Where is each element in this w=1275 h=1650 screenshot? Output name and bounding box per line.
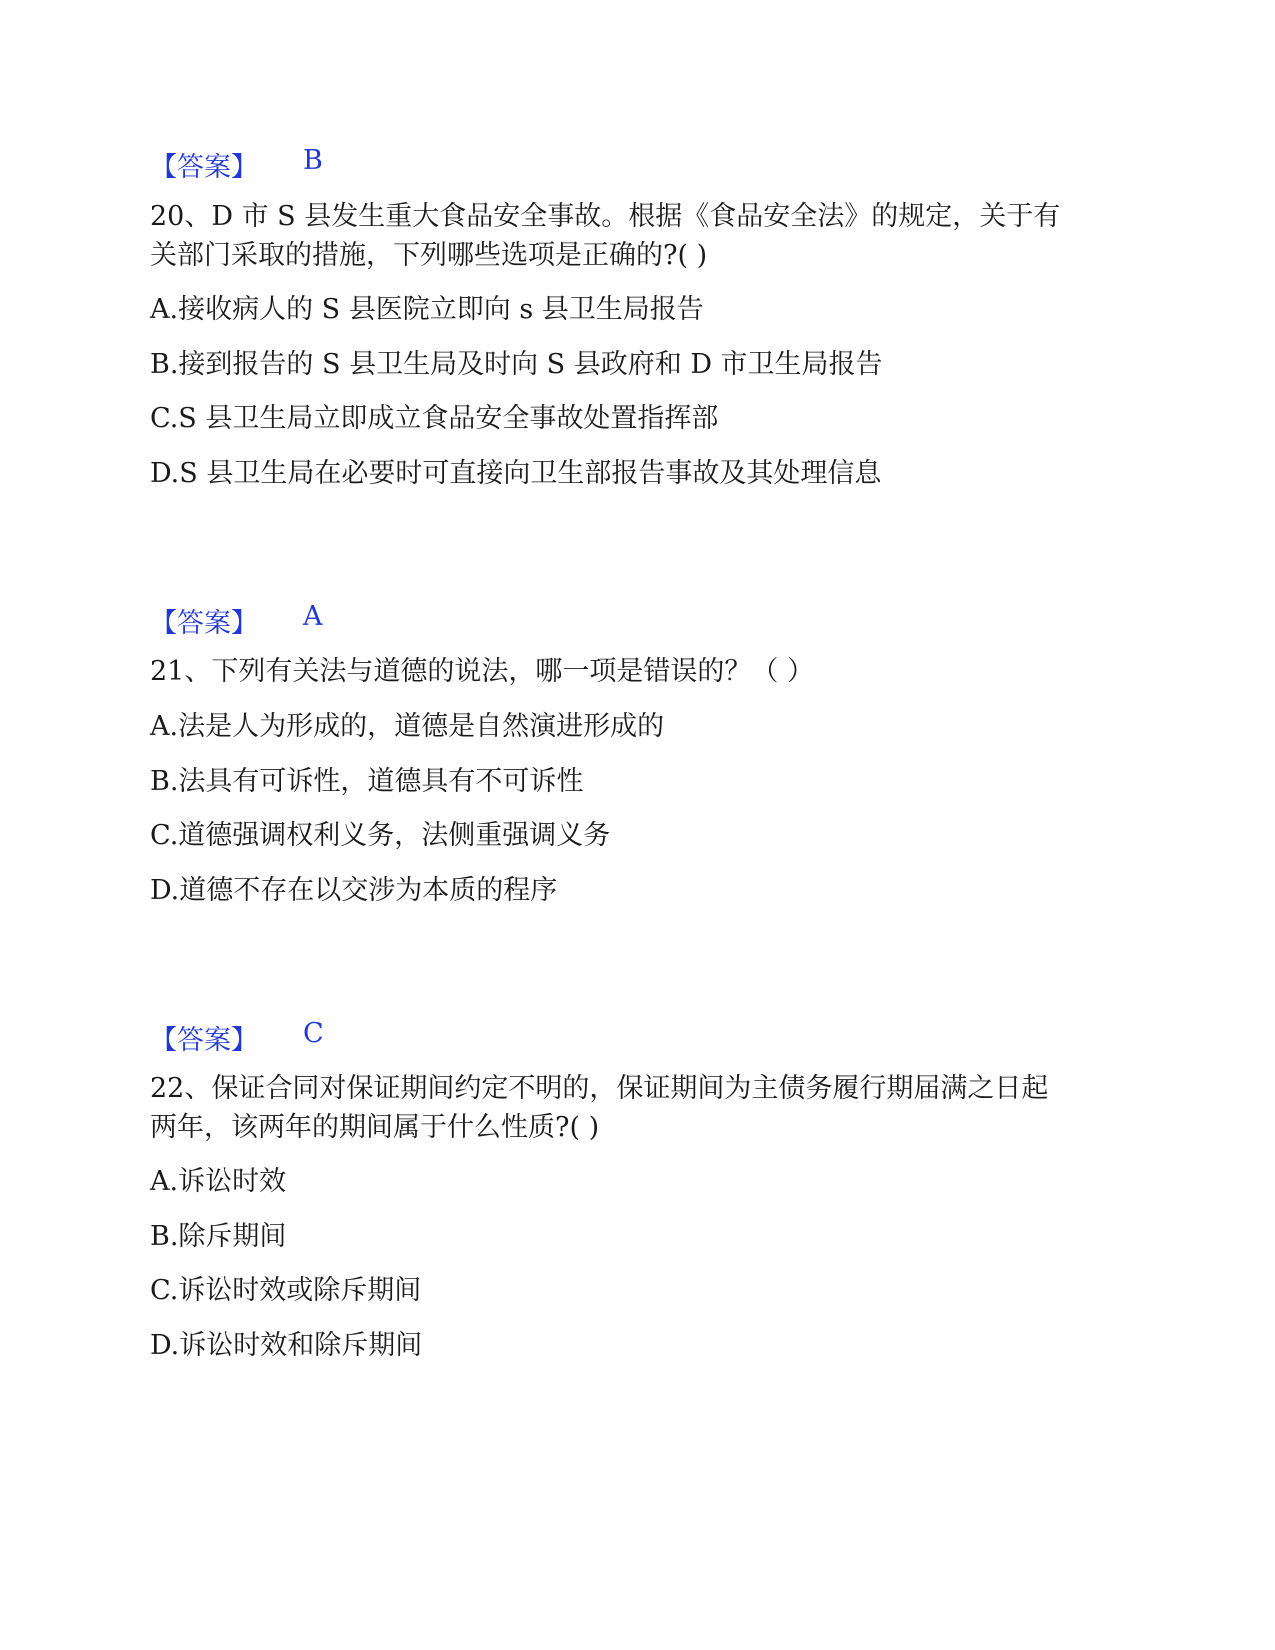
answer-label: 【答案】 xyxy=(150,608,258,639)
answer-value: C xyxy=(303,1018,324,1049)
question-20-line-1: 20、D 市 S 县发生重大食品安全事故。根据《食品安全法》的规定，关于有 xyxy=(150,201,1061,232)
question-20-option-b: B.接到报告的 S 县卫生局及时向 S 县政府和 D 市卫生局报告 xyxy=(150,349,883,380)
question-20-option-c: C.S 县卫生局立即成立食品安全事故处置指挥部 xyxy=(150,403,719,434)
answer-value: A xyxy=(303,601,323,632)
question-20-option-d: D.S 县卫生局在必要时可直接向卫生部报告事故及其处理信息 xyxy=(150,458,882,489)
question-21-option-d: D.道德不存在以交涉为本质的程序 xyxy=(150,875,558,906)
answer-block xyxy=(150,1018,324,1057)
question-22-line-2: 两年，该两年的期间属于什么性质?( ) xyxy=(150,1112,600,1143)
question-22-option-d: D.诉讼时效和除斥期间 xyxy=(150,1330,423,1361)
question-22-line-1: 22、保证合同对保证期间约定不明的，保证期间为主债务履行期届满之日起 xyxy=(150,1073,1049,1104)
question-20-option-a: A.接收病人的 S 县医院立即向 s 县卫生局报告 xyxy=(150,294,704,325)
question-22-option-a: A.诉讼时效 xyxy=(150,1166,287,1197)
answer-block xyxy=(150,601,323,640)
question-20-line-2: 关部门采取的措施，下列哪些选项是正确的?( ) xyxy=(150,240,708,271)
answer-label: 【答案】 xyxy=(150,1025,258,1056)
question-22-option-c: C.诉讼时效或除斥期间 xyxy=(150,1275,422,1306)
question-21-option-c: C.道德强调权利义务，法侧重强调义务 xyxy=(150,820,611,851)
question-21-option-b: B.法具有可诉性，道德具有不可诉性 xyxy=(150,766,584,797)
answer-block xyxy=(150,145,323,184)
question-21-line-1: 21、下列有关法与道德的说法，哪一项是错误的？（ ） xyxy=(150,656,814,687)
answer-value: B xyxy=(303,145,323,176)
answer-label: 【答案】 xyxy=(150,152,258,183)
question-21-option-a: A.法是人为形成的，道德是自然演进形成的 xyxy=(150,711,665,742)
question-22-option-b: B.除斥期间 xyxy=(150,1221,287,1252)
